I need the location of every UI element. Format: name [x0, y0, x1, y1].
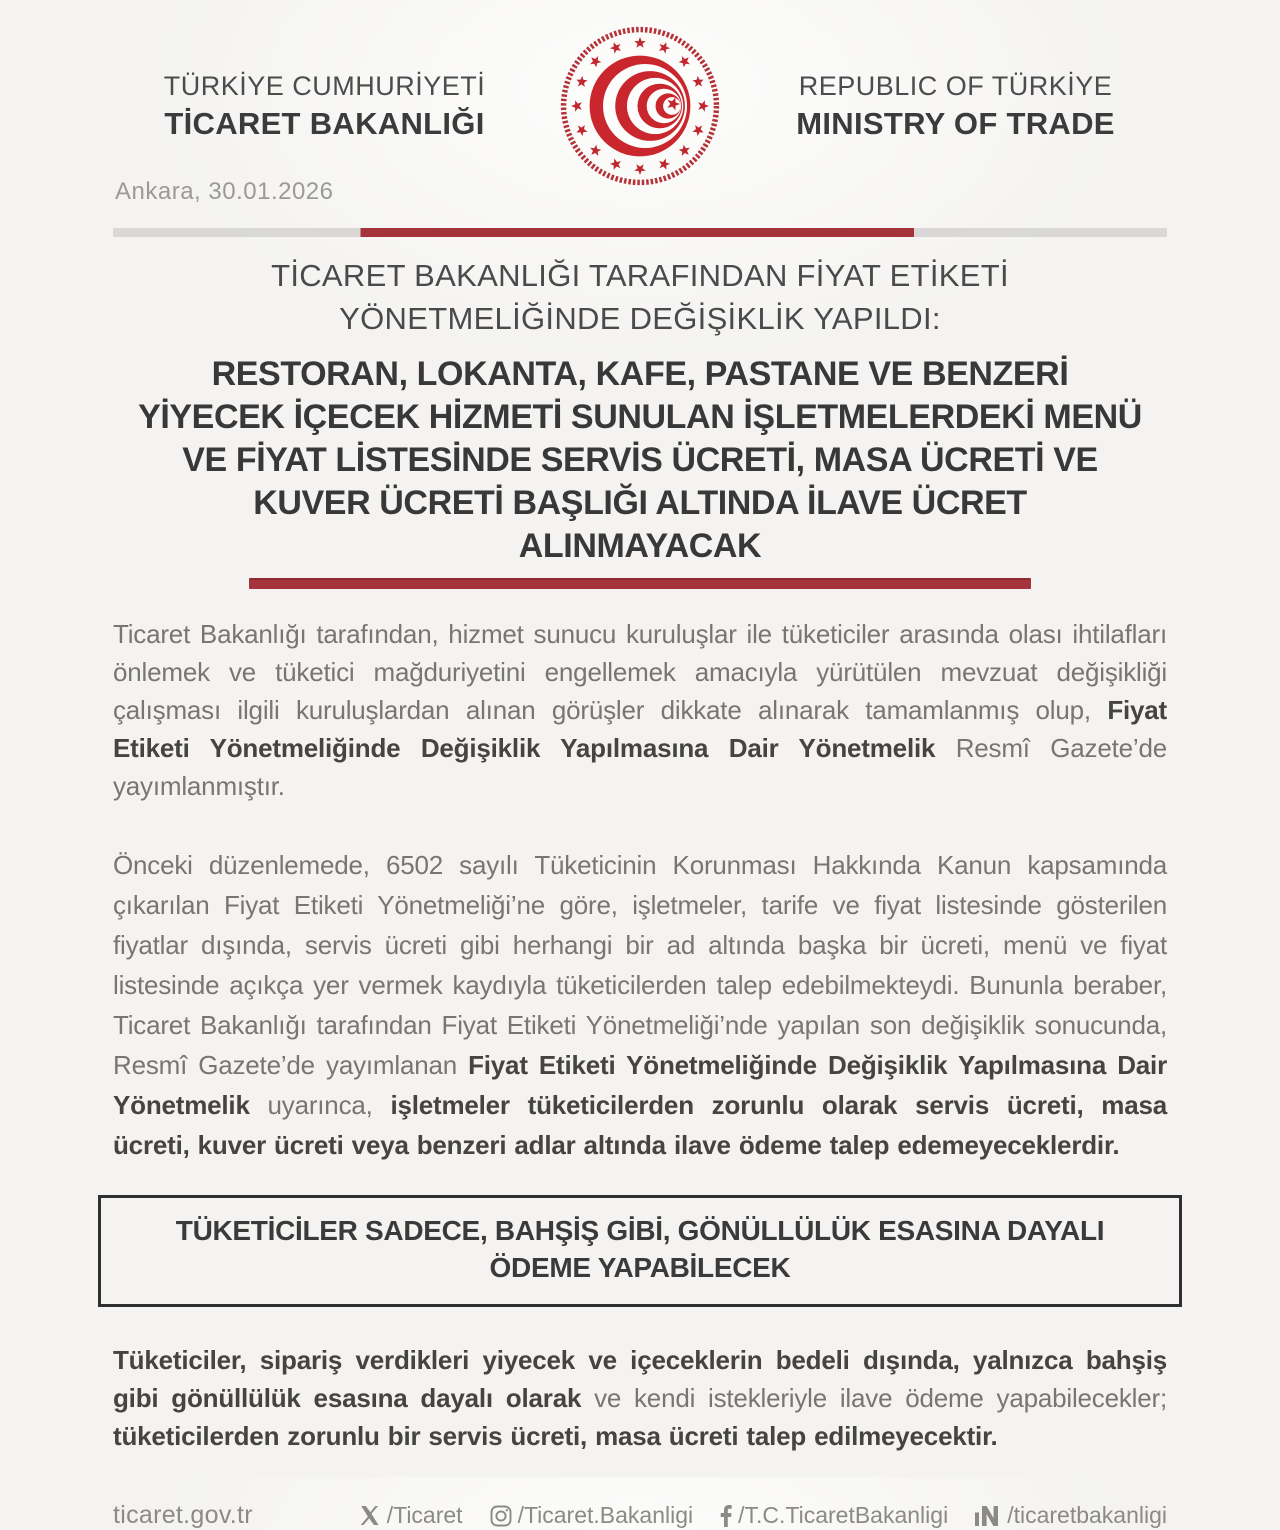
social-handle: /ticaretbakanligi — [1007, 1502, 1167, 1529]
top-divider-bar — [113, 228, 1167, 237]
paragraph-1 — [113, 615, 1167, 805]
social-handle: /Ticaret.Bakanligi — [517, 1502, 694, 1529]
header-right-block — [744, 70, 1167, 143]
paragraph-2-text: Önceki düzenlemede, 6502 sayılı Tüketicinin Korunması Hakkında Kanun kapsamında çıkarılan Fiyat Etiketi Yönetmeliği’ne göre, işletmeler, tarife ve fiyat listesinde gösterilen fiyatlar dışında, servis ücreti gibi herhangi bir ad altında başka bir ücreti, menü ve fiyat listesinde açıkça yer vermek kaydıyla tüketicilerden talep edebilmekteydi. Bununla beraber, Ticaret Bakanlığı tarafından Fiyat Etiketi Yönetmeliği’nde yapılan son değişiklik sonucunda, Resmî Gazete’de yayımlanan — [113, 850, 1167, 1081]
highlight-box-line1: TÜKETİCİLER SADECE, BAHŞİŞ GİBİ, GÖNÜLLÜLÜK ESASINA DAYALI — [175, 1215, 1105, 1247]
headline-underline-bar — [249, 578, 1031, 589]
nsosyal-icon — [975, 1506, 1001, 1526]
social-item-x — [360, 1502, 463, 1529]
paragraph-3 — [113, 1341, 1167, 1455]
headline-line: KUVER ÜCRETİ BAŞLIĞI ALTINDA İLAVE ÜCRET — [253, 484, 1027, 523]
headline — [113, 353, 1167, 569]
headline-line: ALINMAYACAK — [518, 527, 762, 566]
highlight-box-line2: ÖDEME YAPABİLECEK — [489, 1252, 791, 1284]
paragraph-3-bold: tüketicilerden zorunlu bir servis ücreti, masa ücreti talep edilmeyecektir. — [113, 1421, 998, 1452]
paragraph-2-text: uyarınca, — [249, 1090, 391, 1121]
date-line: Ankara, 30.01.2026 — [115, 178, 334, 205]
paragraph-2-bold: işletmeler tüketicilerden zorunlu olarak servis ücreti, masa ücreti, kuver ücreti veya benzeri adlar altında ilave ödeme talep edemeyeceklerdir. — [113, 1090, 1167, 1161]
instagram-icon — [490, 1505, 512, 1527]
ministry-logo — [554, 22, 726, 190]
social-handle: /Ticaret — [386, 1502, 463, 1529]
paragraph-2 — [113, 845, 1167, 1165]
paragraph-3-text: ve kendi istekleriyle ilave ödeme yapabilecekler; — [581, 1383, 1167, 1414]
header-left-subtitle: TİCARET BAKANLIĞI — [164, 106, 485, 142]
social-row — [360, 1502, 1167, 1529]
facebook-icon — [720, 1505, 732, 1527]
header — [113, 22, 1167, 205]
paragraph-1-text: Ticaret Bakanlığı tarafından, hizmet sunucu kuruluşlar ile tüketiciler arasında olası ihtilafları önlemek ve tüketici mağduriyetini engellemek amacıyla yürütülen mevzuat değişikliği çalışması ilgili kuruluşlardan alınan görüşler dikkate alınarak tamamlanmış olup, — [113, 619, 1167, 726]
social-item-instagram — [490, 1502, 694, 1529]
website-url: ticaret.gov.tr — [113, 1501, 253, 1530]
social-item-facebook — [720, 1502, 948, 1529]
header-right-subtitle: MINISTRY OF TRADE — [796, 106, 1115, 142]
headline-line: VE FİYAT LİSTESİNDE SERVİS ÜCRETİ, MASA ÜCRETİ VE — [182, 440, 1098, 479]
announcement-title-line1: TİCARET BAKANLIĞI TARAFINDAN FİYAT ETİKETİ — [271, 258, 1009, 293]
header-right-title: REPUBLIC OF TÜRKİYE — [798, 70, 1113, 101]
headline-line: YİYECEK İÇECEK HİZMETİ SUNULAN İŞLETMELERDEKİ MENÜ — [138, 397, 1142, 436]
header-left-title: TÜRKİYE CUMHURİYETİ — [163, 70, 486, 101]
headline-line: RESTORAN, LOKANTA, KAFE, PASTANE VE BENZERİ — [211, 354, 1069, 393]
x-icon — [360, 1505, 381, 1526]
paragraph-1-text: Resmî Gazete’de yayımlanmıştır. — [113, 733, 1168, 802]
social-item-nsosyal — [975, 1502, 1167, 1529]
social-handle: /T.C.TicaretBakanligi — [738, 1502, 949, 1529]
paragraph-2-bold: Fiyat Etiketi Yönetmeliğinde Değişiklik Yapılmasına Dair Yönetmelik — [113, 1050, 1167, 1121]
announcement-title-line2: YÖNETMELİĞİNDE DEĞİŞİKLİK YAPILDI: — [339, 300, 941, 336]
announcement-title — [113, 255, 1167, 341]
paragraph-1-bold: Fiyat Etiketi Yönetmeliğinde Değişiklik Yapılmasına Dair Yönetmelik — [113, 695, 1167, 764]
footer — [113, 1501, 1167, 1530]
highlight-box — [98, 1195, 1182, 1307]
header-left-block — [113, 70, 536, 143]
paragraph-3-bold: Tüketiciler, sipariş verdikleri yiyecek ve içeceklerin bedeli dışında, yalnızca bahşiş gibi gönüllülük esasına dayalı olarak — [113, 1345, 1167, 1414]
